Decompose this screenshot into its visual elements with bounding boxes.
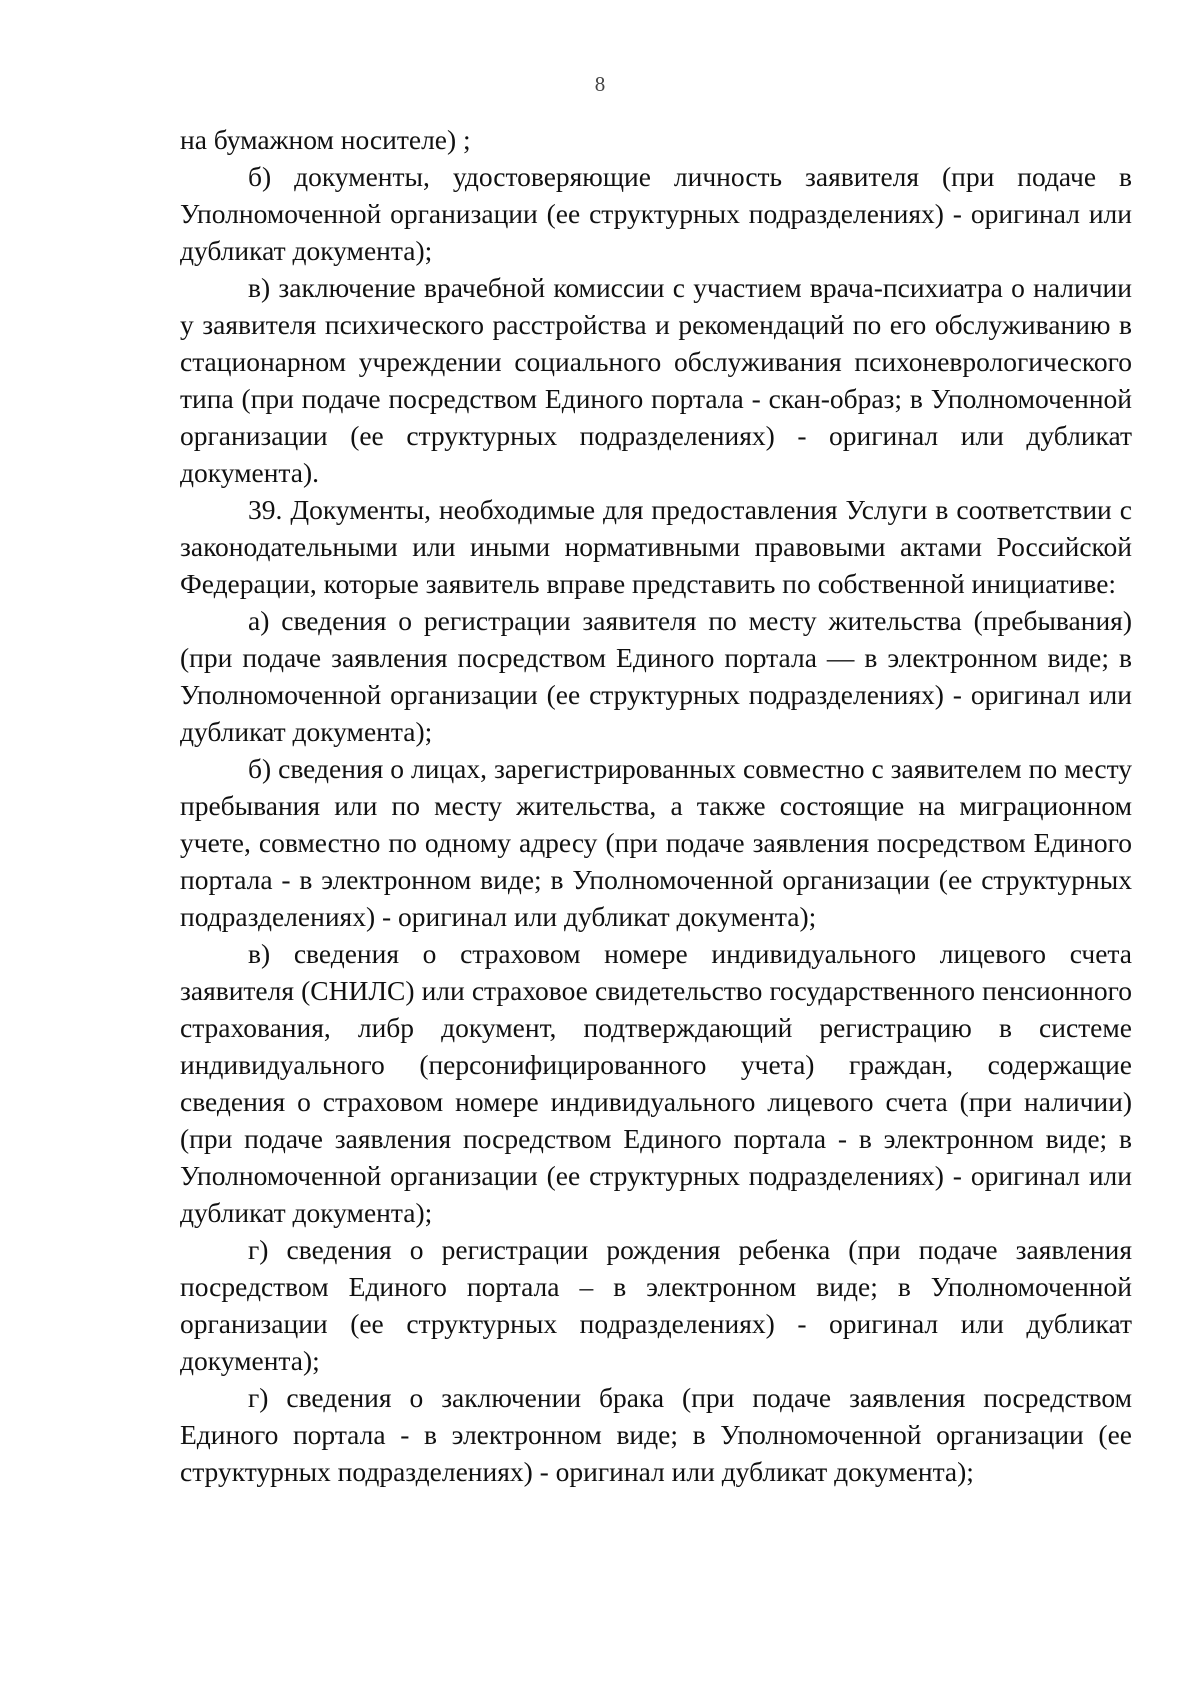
paragraph-item-g-birth-registration: г) сведения о регистрации рождения ребенка (при подаче заявления посредством Единого портала – в электронном виде; в Уполномоченной организации (ее структурных подразделениях) - оригинал или дубликат документа); <box>180 1234 1132 1376</box>
paragraph-item-g-marriage: г) сведения о заключении брака (при подаче заявления посредством Единого портала - в электронном виде; в Уполномоченной организации (ее структурных подразделениях) - оригинал или дубликат документа); <box>180 1382 1132 1487</box>
paragraph-item-b-identity-documents: б) документы, удостоверяющие личность заявителя (при подаче в Уполномоченной организации (ее структурных подразделениях) - оригинал или дубликат документа); <box>180 161 1132 266</box>
page-number: 8 <box>594 72 606 96</box>
paragraph-item-b-registered-persons: б) сведения о лицах, зарегистрированных совместно с заявителем по месту пребывания или по месту жительства, а также состоящие на миграционном учете, совместно по одному адресу (при подаче заявления посредством Единого портала - в электронном виде; в Уполномоченной организации (ее структурных подразделениях) - оригинал или дубликат документа); <box>180 753 1132 932</box>
paragraph-item-v-medical-commission: в) заключение врачебной комиссии с участием врача-психиатра о наличии у заявителя психического расстройства и рекомендаций по его обслуживанию в стационарном учреждении социального обслуживания психоневрологического типа (при подаче посредством Единого портала - скан-образ; в Уполномоченной организации (ее структурных подразделениях) - оригинал или дубликат документа). <box>180 272 1132 488</box>
document-body <box>180 121 1132 1490</box>
paragraph-item-v-snils: в) сведения о страховом номере индивидуального лицевого счета заявителя (СНИЛС) или страховое свидетельство государственного пенсионного страхования, либр документ, подтверждающий регистрацию в системе индивидуального (персонифицированного учета) граждан, содержащие сведения о страховом номере индивидуального лицевого счета (при наличии) (при подаче заявления посредством Единого портала - в электронном виде; в Уполномоченной организации (ее структурных подразделениях) - оригинал или дубликат документа); <box>180 938 1132 1228</box>
paragraph-item-a-registration: а) сведения о регистрации заявителя по месту жительства (пребывания) (при подаче заявления посредством Единого портала — в электронном виде; в Уполномоченной организации (ее структурных подразделениях) - оригинал или дубликат документа); <box>180 605 1132 747</box>
paragraph-section-39: 39. Документы, необходимые для предоставления Услуги в соответствии с законодательными или иными нормативными правовыми актами Российской Федерации, которые заявитель вправе представить по собственной инициативе: <box>180 494 1132 599</box>
paragraph-continuation: на бумажном носителе) ; <box>180 124 471 155</box>
